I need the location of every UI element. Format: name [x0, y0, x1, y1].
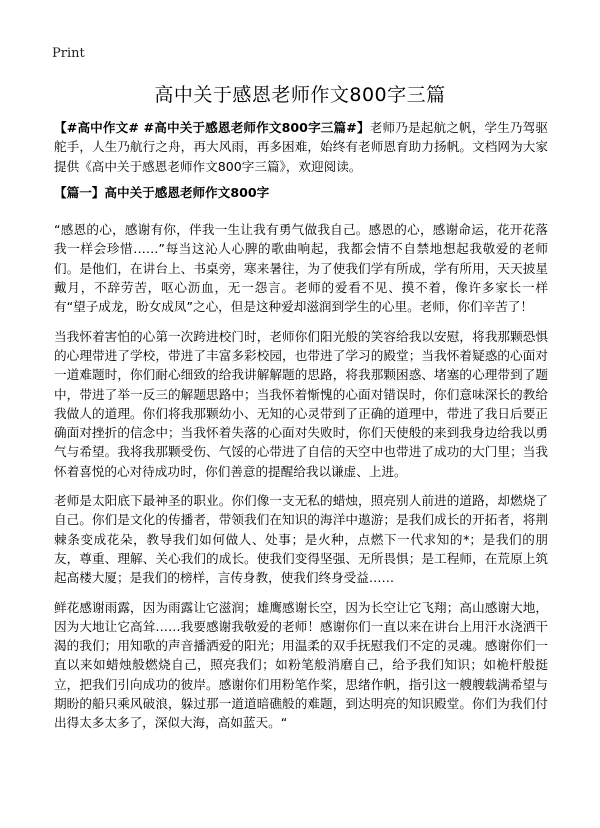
paragraph-2: 当我怀着害怕的心第一次跨进校门时，老师你们阳光般的笑容给我以安慰，将我那颗恐惧的心理带进了学校，带进了丰富多彩校园，也带进了学习的殿堂；当我怀着疑惑的心面对一道难题时，你们耐心细致的给我讲解解题的思路，将我那颗困惑、堵塞的心理带到了题中，带进了举一反三的解题思路中；当我怀着惭愧的心面对错误时，你们意味深长的教给我做人的道理。你们将我那颗幼小、无知的心灵带到了正确的道理中，带进了我日后要正确面对挫折的信念中；当我怀着失落的心面对失败时，你们天使般的来到我身边给我以勇气与希望。我将我那颗受伤、气馁的心带进了自信的天空中也带进了成功的大门里；当我怀着喜悦的心对待成功时，你们善意的提醒给我以谦虚、上进。: [54, 328, 548, 479]
paragraph-1: “感恩的心，感谢有你，伴我一生让我有勇气做我自己。感恩的心，感谢命运，花开花落我一样会珍惜……”每当这沁人心脾的歌曲响起，我都会情不自禁地想起我敬爱的老师们。是他们，在讲台上、书桌旁，寒来暑往，为了使我们学有所成，学有所用，天天披星戴月，不辞劳苦，呕心沥血，无一怨言。老师的爱看不见、摸不着，像许多家长一样有“望子成龙，盼女成凤”之心，但是这种爱却滋润到学生的心里。老师，你们辛苦了！: [54, 222, 548, 315]
section-heading: 【篇一】高中关于感恩老师作文800字: [54, 184, 270, 200]
intro-text: 老师乃是起航之帆，学生乃驾驱舵手，人生乃航行之舟，再大风雨，再多困难，始终有老师恩育助力扬帆。文档网为大家提供《高中关于感恩老师作文800字三篇》，欢迎阅读。: [54, 120, 549, 174]
page-title: 高中关于感恩老师作文800字三篇: [154, 84, 446, 106]
intro-paragraph: [54, 118, 548, 176]
paragraph-3: 老师是太阳底下最神圣的职业。你们像一支无私的蜡烛，照亮别人前进的道路，却燃烧了自己。你们是文化的传播者，带领我们在知识的海洋中遨游；是我们成长的开拓者，将荆棘条变成花朵，教导我们如何做人、处事；是火种，点燃下一代求知的*；是我们的朋友，尊重、理解、关心我们的成长。使我们变得坚强、无所畏惧；是工程师，在荒原上筑起高楼大厦；是我们的榜样，言传身教，使我们终身受益……: [54, 493, 548, 586]
article-body: [54, 118, 548, 733]
paragraph-4: 鲜花感谢雨露，因为雨露让它滋润；雄鹰感谢长空，因为长空让它飞翔；高山感谢大地，因为大地让它高耸……我要感谢我敬爱的老师！感谢你们一直以来在讲台上用汗水浇洒干渴的我们；用知歌的声音播洒爱的阳光；用温柔的双手抚慰我们不定的灵魂。感谢你们一直以来如蜡烛般燃烧自己，照亮我们；如粉笔般消磨自己，给予我们知识；如桅杆般挺立，把我们引向成功的彼岸。感谢你们用粉笔作桨，思绪作帆，指引这一艘艘载满希望与期盼的船只乘风破浪，躲过那一道道暗礁般的难题，到达明亮的知识殿堂。你们为我们付出得太多太多了，深似大海，高如蓝天。“: [54, 599, 548, 731]
intro-tag: 【#高中作文# #高中关于感恩老师作文800字三篇#】: [54, 120, 370, 135]
print-label[interactable]: Print: [52, 46, 85, 61]
